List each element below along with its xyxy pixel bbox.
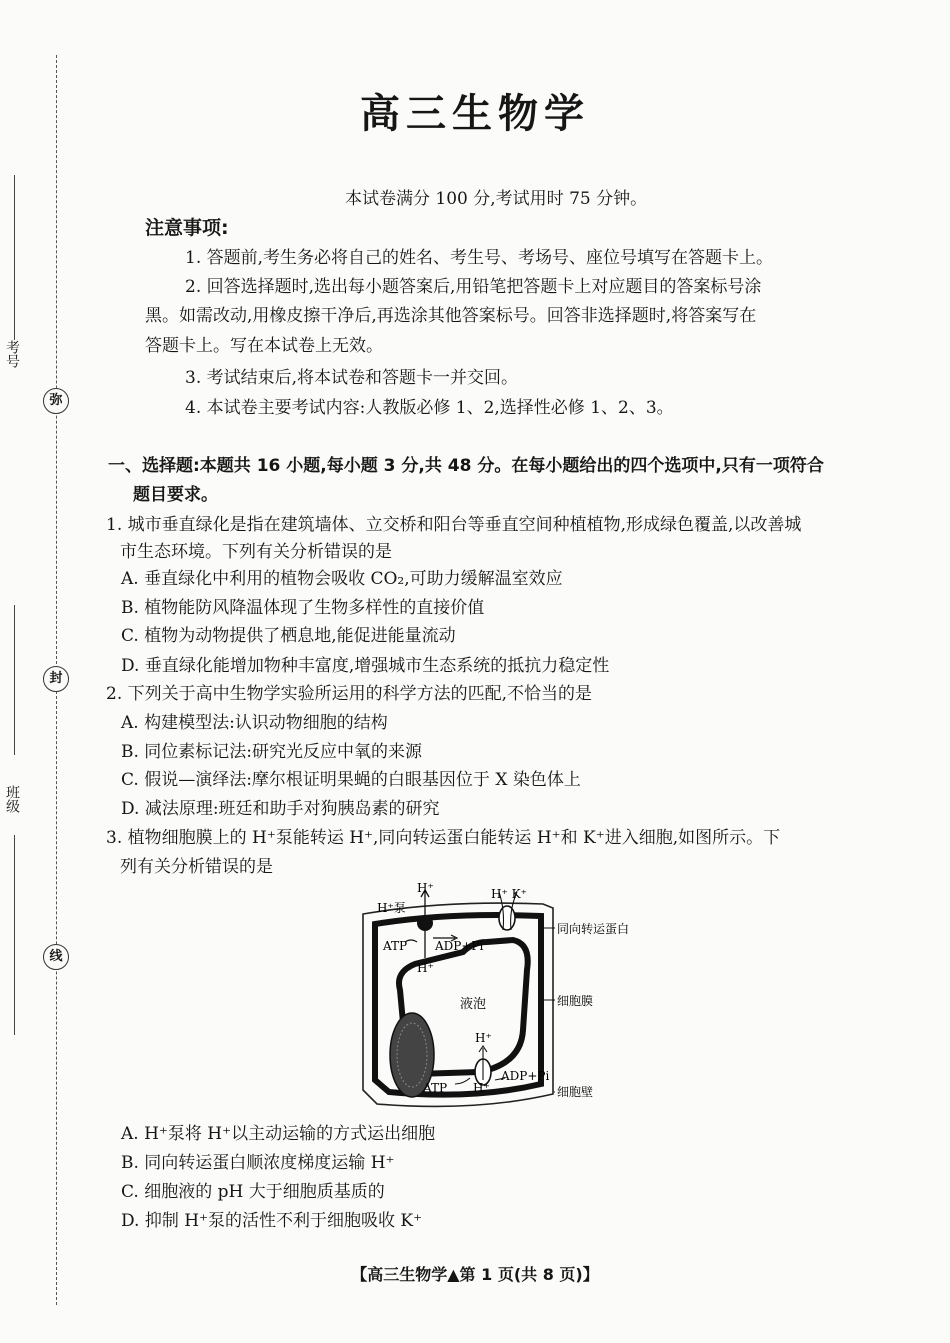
q3-option-a: A. H⁺泵将 H⁺以主动运输的方式运出细胞: [121, 1124, 436, 1144]
q2-option-a: A. 构建模型法:认识动物细胞的结构: [121, 713, 388, 733]
adp-label-bottom: ADP+Pi: [501, 1069, 550, 1083]
q3-stem-cont: 列有关分析错误的是: [120, 857, 273, 877]
notice-line: 4. 本试卷主要考试内容:人教版必修 1、2,选择性必修 1、2、3。: [185, 398, 674, 418]
seal-xian: 线: [43, 944, 69, 970]
seal-mi: 弥: [43, 388, 69, 414]
cotransporter: [499, 906, 515, 930]
seal-feng: 封: [43, 666, 69, 692]
wall-label: 细胞壁: [557, 1085, 594, 1099]
q1-option-c: C. 植物为动物提供了栖息地,能促进能量流动: [121, 626, 456, 646]
notice-line: 答题卡上。写在本试卷上无效。: [145, 336, 383, 356]
h-pump: [417, 915, 433, 931]
atp-label-bottom: ATP: [423, 1081, 448, 1095]
adp-label-top: ADP+Pi: [435, 939, 484, 953]
h-pump-label: H⁺泵: [377, 901, 406, 915]
h-plus-out: H⁺: [417, 881, 434, 895]
class-label: 班级: [4, 785, 20, 813]
q3-option-d: D. 抑制 H⁺泵的活性不利于细胞吸收 K⁺: [121, 1211, 423, 1231]
section-heading-cont: 题目要求。: [133, 485, 218, 505]
notice-line: 2. 回答选择题时,选出每小题答案后,用铅笔把答题卡上对应题目的答案标号涂: [185, 277, 762, 297]
cell-transport-diagram: [355, 880, 665, 1125]
exam-no-label: 考号: [4, 340, 20, 368]
cotransporter-label: 同向转运蛋白: [557, 922, 630, 936]
membrane-label: 细胞膜: [557, 994, 594, 1008]
exam-no-rule: [14, 175, 15, 340]
q1-stem: 1. 城市垂直绿化是指在建筑墙体、立交桥和阳台等垂直空间种植植物,形成绿色覆盖,以改善城: [106, 515, 802, 535]
notice-line: 黑。如需改动,用橡皮擦干净后,再选涂其他答案标号。回答非选择题时,将答案写在: [145, 306, 757, 326]
h-plus-vacuole: H⁺: [475, 1031, 492, 1045]
vacuole-label: 液泡: [460, 997, 487, 1012]
notice-line: 3. 考试结束后,将本试卷和答题卡一并交回。: [185, 368, 519, 388]
q1-option-b: B. 植物能防风降温体现了生物多样性的直接价值: [121, 598, 485, 618]
class-rule-bottom: [14, 835, 15, 1035]
q2-option-c: C. 假说—演绎法:摩尔根证明果蝇的白眼基因位于 X 染色体上: [121, 770, 581, 790]
page-title: 高三生物学: [360, 91, 590, 137]
q3-option-c: C. 细胞液的 pH 大于细胞质基质的: [121, 1182, 385, 1202]
q3-option-b: B. 同向转运蛋白顺浓度梯度运输 H⁺: [121, 1153, 395, 1173]
q1-stem-cont: 市生态环境。下列有关分析错误的是: [120, 542, 392, 562]
class-rule-top: [14, 605, 15, 755]
q2-option-d: D. 减法原理:班廷和助手对狗胰岛素的研究: [121, 799, 440, 819]
q2-option-b: B. 同位素标记法:研究光反应中氧的来源: [121, 742, 423, 762]
q1-option-d: D. 垂直绿化能增加物种丰富度,增强城市生态系统的抵抗力稳定性: [121, 656, 610, 676]
notice-line: 1. 答题前,考生务必将自己的姓名、考生号、考场号、座位号填写在答题卡上。: [185, 248, 774, 268]
q3-stem: 3. 植物细胞膜上的 H⁺泵能转运 H⁺,同向转运蛋白能转运 H⁺和 K⁺进入细胞,如图所示。下: [106, 828, 781, 848]
atp-label-top: ATP: [383, 939, 408, 953]
notice-heading: 注意事项:: [145, 217, 229, 239]
exam-info: 本试卷满分 100 分,考试用时 75 分钟。: [345, 189, 648, 209]
hk-label: H⁺ K⁺: [491, 887, 527, 901]
page-footer: 【高三生物学▲第 1 页(共 8 页)】: [351, 1265, 599, 1284]
h-plus-in: H⁺: [417, 961, 434, 975]
q1-option-a: A. 垂直绿化中利用的植物会吸收 CO₂,可助力缓解温室效应: [121, 569, 563, 589]
q2-stem: 2. 下列关于高中生物学实验所运用的科学方法的匹配,不恰当的是: [106, 684, 593, 704]
section-heading: 一、选择题:本题共 16 小题,每小题 3 分,共 48 分。在每小题给出的四个选项中,只有一项符合: [108, 456, 824, 476]
h-plus-cytosol: H⁺: [473, 1081, 490, 1095]
